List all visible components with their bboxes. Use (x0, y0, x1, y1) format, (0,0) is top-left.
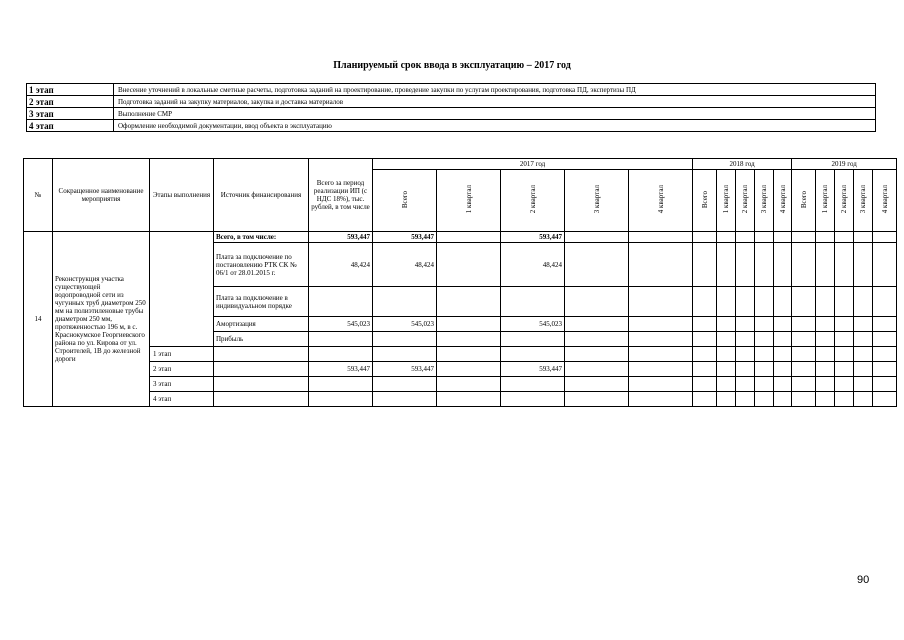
total-value (309, 332, 373, 347)
total-value: 545,023 (309, 317, 373, 332)
source-label: Плата за подключение в индивидуальном порядке (214, 287, 309, 317)
header-q3: 3 квартал (592, 185, 601, 214)
stage-row (27, 84, 876, 96)
stage-label: 3 этап (150, 377, 214, 392)
header-name: Сокращенное наименование мероприятия (53, 159, 150, 232)
stages-empty-cell (150, 232, 214, 347)
stages-table (26, 83, 876, 132)
q2-2017-value (501, 392, 565, 407)
header-total: Всего за период реализации ИП (с НДС 18%), тыс. рублей, в том числе (309, 159, 373, 232)
header-no: № (24, 159, 53, 232)
header-year-2018: 2018 год (693, 159, 792, 170)
total-value (309, 347, 373, 362)
stage-name: 3 этап (27, 108, 114, 120)
q2-2017-value (501, 377, 565, 392)
q2-2017-value (501, 332, 565, 347)
header-q3: 3 квартал (760, 185, 769, 214)
header-q1: 1 квартал (821, 185, 830, 214)
year-2017-total: 593,447 (373, 232, 437, 243)
year-2017-total: 48,424 (373, 243, 437, 287)
header-year-2019: 2019 год (792, 159, 897, 170)
header-stages: Этапы выполнения (150, 159, 214, 232)
header-q3: 3 квартал (859, 185, 868, 214)
page-number: 90 (857, 574, 870, 586)
project-name: Реконструкция участка существующей водопроводной сети из чугунных труб диаметром 250 мм на полиэтиленовые трубы диаметром 250 мм, протяженностью 196 м, в с. Краснокумское Георгиевского района по ул. Кирова от ул. Строителей, 1В до железной дороги (53, 232, 150, 407)
total-value (309, 287, 373, 317)
stage-row (27, 120, 876, 132)
table-row (24, 232, 897, 243)
total-value (309, 392, 373, 407)
stage-label: 1 этап (150, 347, 214, 362)
year-2017-total (373, 347, 437, 362)
stage-label: 2 этап (150, 362, 214, 377)
stage-description: Оформление необходимой документации, ввод объекта в эксплуатацию (114, 120, 876, 132)
header-q1: 1 квартал (722, 185, 731, 214)
stage-description: Подготовка заданий на закупку материалов, закупка и доставка материалов (114, 96, 876, 108)
table-row (24, 392, 897, 407)
source-label: Прибыль (214, 332, 309, 347)
year-2017-total: 545,023 (373, 317, 437, 332)
stage-row (27, 96, 876, 108)
q2-2017-value: 593,447 (501, 362, 565, 377)
q2-2017-value: 48,424 (501, 243, 565, 287)
header-row (24, 159, 897, 170)
total-value (309, 377, 373, 392)
year-2017-total (373, 377, 437, 392)
year-2017-total: 593,447 (373, 362, 437, 377)
stage-name: 4 этап (27, 120, 114, 132)
stage-description: Внесение уточнений в локальные сметные расчеты, подготовка заданий на проектирование, проведение закупки по услугам проектирования, подготовка ПД, экспертизы ПД (114, 84, 876, 96)
year-2017-total (373, 287, 437, 317)
total-value: 593,447 (309, 362, 373, 377)
q2-2017-value (501, 347, 565, 362)
total-value: 593,447 (309, 232, 373, 243)
header-year-2017: 2017 год (373, 159, 693, 170)
header-q4: 4 квартал (656, 185, 665, 214)
source-label: Амортизация (214, 317, 309, 332)
schedule-table (23, 158, 897, 407)
source-label: Всего, в том числе: (214, 232, 309, 243)
q2-2017-value: 593,447 (501, 232, 565, 243)
source-label: Плата за подключение по постановлению РТК СК № 06/1 от 28.01.2015 г. (214, 243, 309, 287)
header-all: Всего (700, 190, 709, 209)
stage-row (27, 108, 876, 120)
stage-name: 1 этап (27, 84, 114, 96)
page-title: Планируемый срок ввода в эксплуатацию – 2017 год (333, 60, 571, 71)
header-source: Источник финансирования (214, 159, 309, 232)
header-q4: 4 квартал (880, 185, 889, 214)
stage-label: 4 этап (150, 392, 214, 407)
header-q2: 2 квартал (840, 185, 849, 214)
q2-2017-value (501, 287, 565, 317)
table-row (24, 347, 897, 362)
year-2017-total (373, 332, 437, 347)
year-2017-total (373, 392, 437, 407)
header-q2: 2 квартал (741, 185, 750, 214)
stage-name: 2 этап (27, 96, 114, 108)
row-number: 14 (24, 232, 53, 407)
header-q2: 2 квартал (528, 185, 537, 214)
q2-2017-value: 545,023 (501, 317, 565, 332)
header-all: Всего (799, 190, 808, 209)
header-q1: 1 квартал (464, 185, 473, 214)
header-all: Всего (400, 190, 409, 209)
table-row (24, 377, 897, 392)
total-value: 48,424 (309, 243, 373, 287)
table-row (24, 362, 897, 377)
header-q4: 4 квартал (778, 185, 787, 214)
stage-description: Выполнение СМР (114, 108, 876, 120)
